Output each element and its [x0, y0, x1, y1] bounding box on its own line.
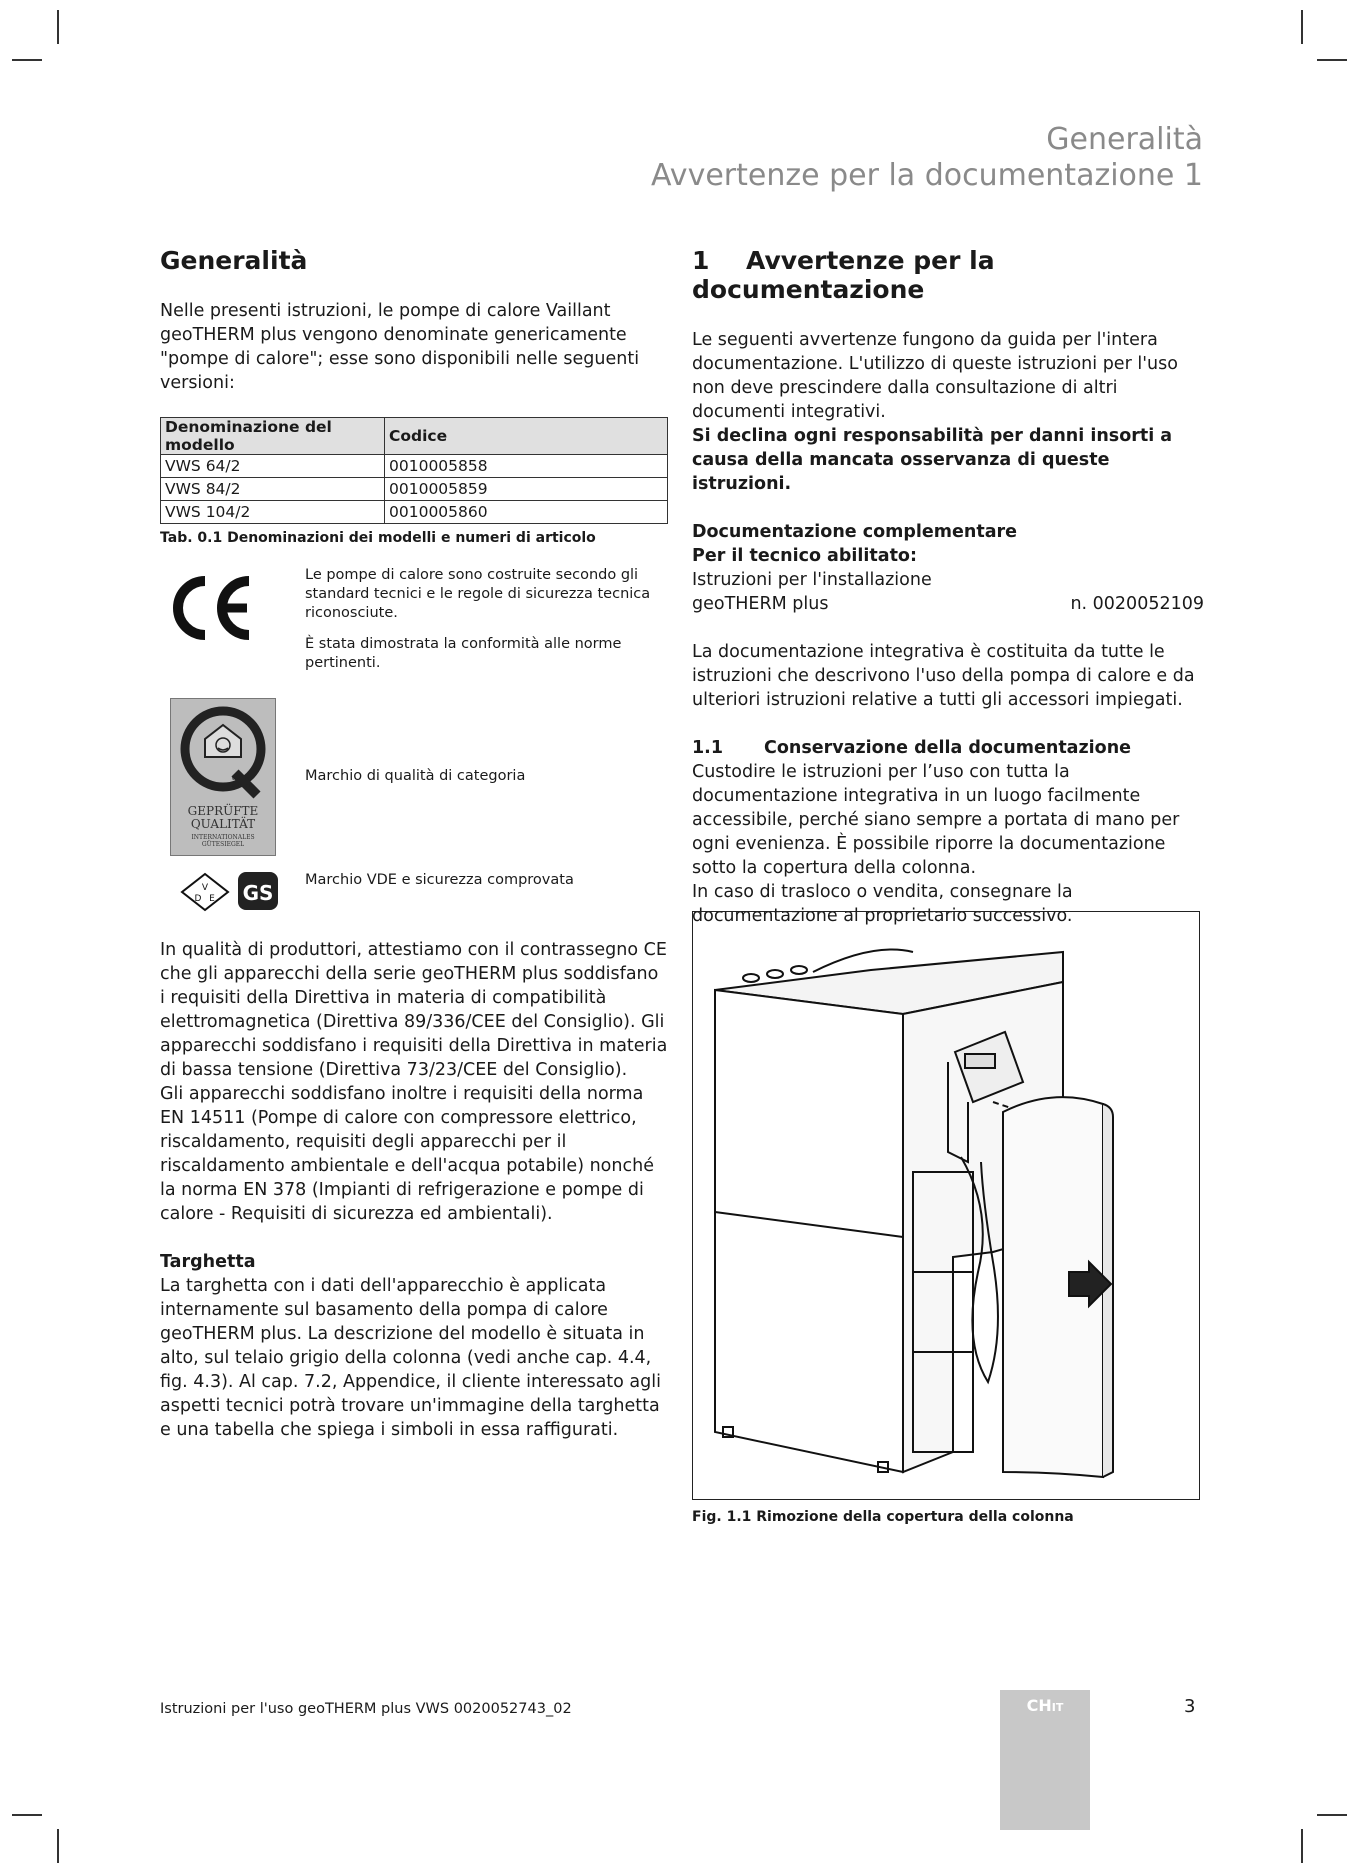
crop-mark [1301, 1829, 1303, 1863]
left-column-lower [160, 938, 668, 1442]
intro-paragraph: Nelle presenti istruzioni, le pompe di calore Vaillant geoTHERM plus vengono denominate genericamente "pompe di calore"; esse sono disponibili nelle seguenti versioni: [160, 301, 640, 393]
subsection-text-1: Custodire le istruzioni per l’uso con tutta la documentazione integrativa in un luogo facilmente accessibile, perché siano sempre a portata di mano per ogni evenienza. È possibile riporre la documentazione sotto la copertura della colonna. [692, 762, 1180, 878]
subsection-title [692, 736, 1204, 760]
subsection-title-text: Conservazione della documentazione [764, 738, 1132, 758]
subsection-number: 1.1 [692, 738, 724, 758]
table-header: Codice [385, 418, 668, 455]
language-tab-sub: IT [1051, 1701, 1064, 1714]
ce-text-1: Le pompe di calore sono costruite secondo gli standard tecnici e le regole di sicurezza tecnica riconosciute. [305, 567, 651, 621]
language-tab-main: CH [1026, 1696, 1052, 1715]
ce-description [305, 566, 660, 673]
ce-text-2: È stata dimostrata la conformità alle norme pertinenti. [305, 636, 622, 671]
language-tab [1000, 1690, 1090, 1830]
doc-item-2: geoTHERM plus [692, 594, 829, 614]
quality-logo-text: GEPRÜFTE QUALITÄT [187, 804, 259, 831]
left-column [160, 246, 668, 546]
doc-item-1: Istruzioni per l'installazione [692, 570, 932, 590]
language-tab-label [1000, 1696, 1090, 1715]
doc-item-row [692, 592, 1204, 616]
crop-mark [1317, 59, 1347, 61]
svg-text:V: V [201, 883, 209, 893]
model-table [160, 417, 668, 524]
doc-title: Documentazione complementare [692, 522, 1018, 542]
section-title-text: Avvertenze per la documentazione [692, 246, 995, 304]
table-row [161, 478, 668, 501]
crop-mark [1317, 1814, 1347, 1816]
footer-left: Istruzioni per l'uso geoTHERM plus VWS 0020052743_02 [160, 1701, 572, 1717]
running-header-line2: Avvertenze per la documentazione 1 [651, 158, 1203, 193]
integrative-docs-paragraph: La documentazione integrativa è costituita da tutte le istruzioni che descrivono l'uso della pompa di calore e da ulteriori istruzioni relative a tutti gli accessori impiegati. [692, 642, 1195, 710]
targhetta-text: La targhetta con i dati dell'apparecchio è applicata internamente sul basamento della pompa di calore geoTHERM plus. La descrizione del modello è situata in alto, sul telaio grigio della colonna (vedi anche cap. 4.4, fig. 4.3). Al cap. 7.2, Appendice, il cliente interessato agli aspetti tecnici potrà trovare un'immagine della targhetta e una tabella che spiega i simboli in essa raffigurati. [160, 1276, 661, 1440]
table-cell: 0010005858 [385, 455, 668, 478]
ce-declaration-paragraph: In qualità di produttori, attestiamo con il contrassegno CE che gli apparecchi della serie geoTHERM plus soddisfano i requisiti della Direttiva in materia di compatibilità elettromagnetica (Direttiva 89/336/CEE del Consiglio). Gli apparecchi soddisfano i requisiti della Direttiva in materia di bassa tensione (Direttiva 73/23/CEE del Consiglio). [160, 940, 668, 1080]
running-header-line1: Generalità [1046, 122, 1203, 157]
subsection-text-2: In caso di trasloco o vendita, consegnare la documentazione al proprietario successivo. [692, 882, 1073, 926]
table-cell: VWS 104/2 [161, 501, 385, 524]
crop-mark [57, 10, 59, 44]
section-title-avvertenze [692, 246, 1204, 304]
doc-code: n. 0020052109 [1070, 594, 1204, 614]
table-header: Denominazione del modello [161, 418, 385, 455]
quality-logo-top: wärme pumpe [231, 775, 253, 789]
targhetta-title: Targhetta [160, 1252, 256, 1272]
section-title-generalita: Generalità [160, 246, 308, 275]
vde-text: Marchio VDE e sicurezza comprovata [305, 872, 574, 888]
svg-text:GS: GS [242, 881, 274, 905]
page-number: 3 [1184, 1696, 1196, 1717]
heat-pump-illustration [693, 912, 1199, 1499]
doc-subtitle: Per il tecnico abilitato: [692, 546, 917, 566]
figure-caption: Fig. 1.1 Rimozione della copertura della colonna [692, 1509, 1074, 1525]
svg-text:E: E [209, 894, 215, 904]
table-row [161, 501, 668, 524]
crop-mark [12, 1814, 42, 1816]
running-header [651, 122, 1203, 194]
avvertenze-intro: Le seguenti avvertenze fungono da guida per l'intera documentazione. L'utilizzo di queste istruzioni per l'uso non deve prescindere dalla consultazione di altri documenti integrativi. [692, 330, 1178, 422]
right-column [692, 246, 1204, 928]
table-caption: Tab. 0.1 Denominazioni dei modelli e numeri di articolo [160, 530, 596, 546]
table-header-row [161, 418, 668, 455]
quality-q-icon [171, 699, 275, 803]
ce-mark-icon [165, 575, 257, 641]
disclaimer: Si declina ogni responsabilità per danni insorti a causa della mancata osservanza di queste istruzioni. [692, 426, 1173, 494]
crop-mark [57, 1829, 59, 1863]
table-cell: VWS 64/2 [161, 455, 385, 478]
quality-text: Marchio di qualità di categoria [305, 768, 526, 784]
table-row [161, 455, 668, 478]
crop-mark [12, 59, 42, 61]
table-cell: VWS 84/2 [161, 478, 385, 501]
quality-logo-sub: INTERNATIONALES GÜTESIEGEL [191, 834, 255, 848]
standards-paragraph: Gli apparecchi soddisfano inoltre i requisiti della norma EN 14511 (Pompe di calore con compressore elettrico, riscaldamento, requisiti degli apparecchi per il riscaldamento ambientale e dell'acqua potabile) nonché la norma EN 378 (Impianti di refrigerazione e pompe di calore - Requisiti di sicurezza ed ambientali). [160, 1084, 654, 1224]
vde-gs-icon [180, 870, 280, 912]
figure-column-cover-removal [692, 911, 1200, 1500]
crop-mark [1301, 10, 1303, 44]
section-number: 1 [692, 246, 710, 275]
table-cell: 0010005860 [385, 501, 668, 524]
table-cell: 0010005859 [385, 478, 668, 501]
quality-seal-logo [170, 698, 276, 856]
svg-text:D: D [194, 894, 202, 904]
